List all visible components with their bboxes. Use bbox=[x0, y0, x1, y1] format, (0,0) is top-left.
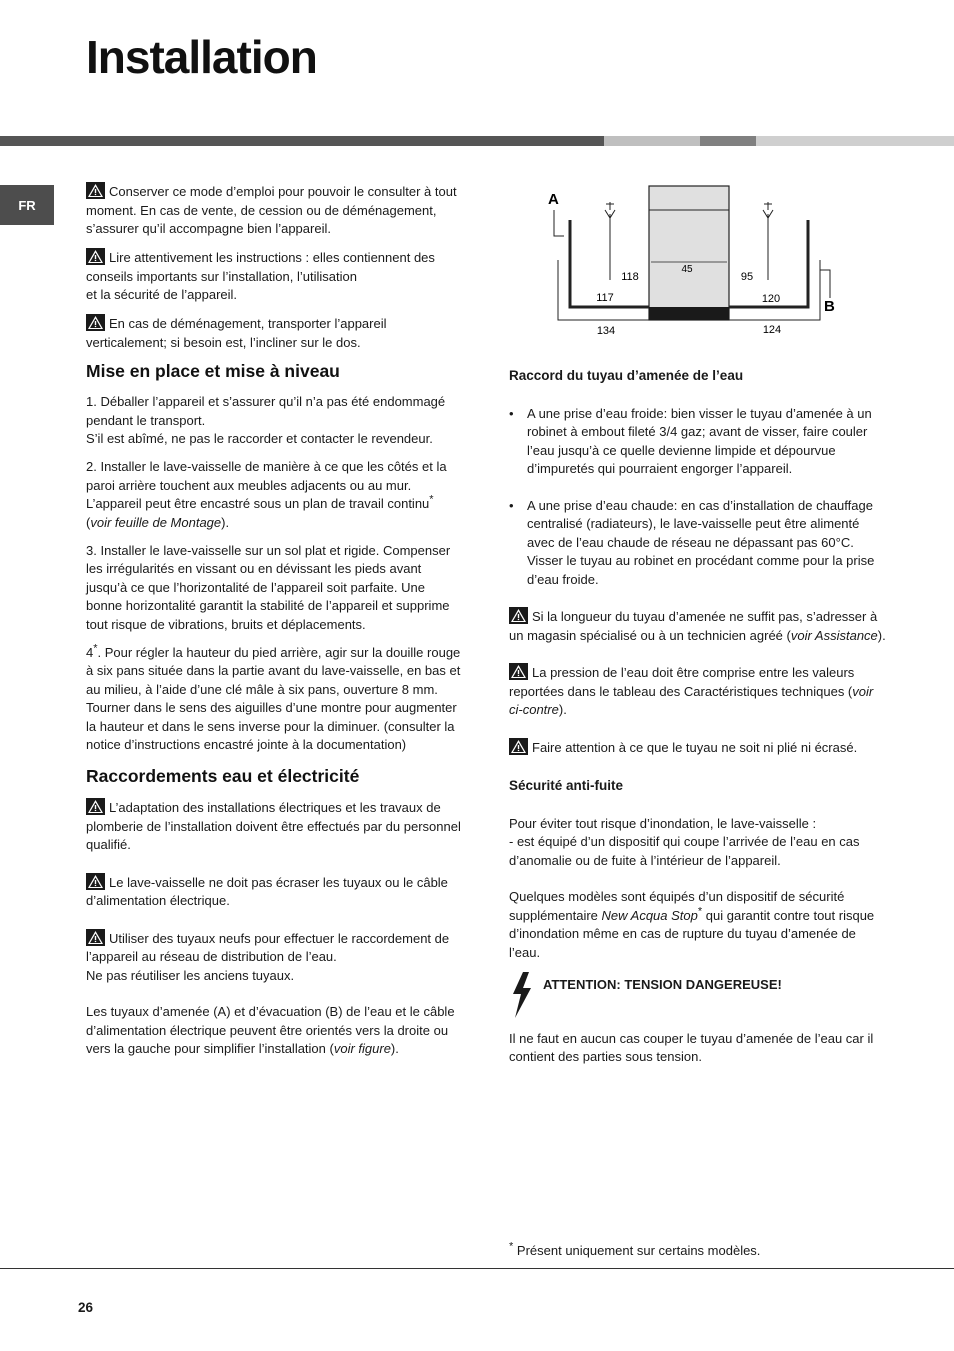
warning-icon bbox=[86, 314, 105, 331]
section-title-inlet-hose: Raccord du tuyau d’amenée de l’eau bbox=[509, 368, 744, 383]
warning-icon bbox=[86, 182, 105, 199]
section-title-connections: Raccordements eau et électricité bbox=[86, 765, 360, 786]
dim-label: 117 bbox=[596, 292, 614, 304]
header-bar-light-end bbox=[756, 136, 954, 146]
header-bar-dark bbox=[0, 136, 604, 146]
dim-label: 120 bbox=[761, 293, 781, 305]
warning-icon bbox=[509, 738, 528, 755]
dim-label: 134 bbox=[596, 325, 616, 337]
header-bar-light bbox=[604, 136, 700, 146]
dim-label: 118 bbox=[621, 271, 639, 283]
dim-label: 95 bbox=[740, 271, 754, 283]
warning-hose-kink: Faire attention à ce que le tuyau ne soit ni plié ni écrasé. bbox=[509, 738, 889, 758]
diagram-label-a: A bbox=[548, 191, 559, 208]
diagram-label-b: B bbox=[824, 298, 835, 315]
warning-hose-length: Si la longueur du tuyau d’amenée ne suffit pas, s’adresser à un magasin spécialisé ou à un technicien agréé (voir Assistance). bbox=[509, 609, 886, 643]
paragraph-acqua-stop: Quelques modèles sont équipés d’un dispositif de sécurité supplémentaire New Acqua Stop* qui garantit contre tout risque d’inondation même en cas de rupture du tuyau d’amenée de l’eau. bbox=[509, 889, 875, 960]
warning-icon bbox=[86, 929, 105, 946]
list-item: • A une prise d’eau chaude: en cas d’installation de chauffage centralisé (radiateurs), le lave-vaisselle peut être alimenté avec de l’eau chaude de réseau ne dépassant pas 60°C. Visser le tuyau au robinet en procédant comme pour la prise d’eau froide. bbox=[509, 497, 875, 587]
warning-icon bbox=[509, 663, 528, 680]
danger-voltage-title: ATTENTION: TENSION DANGEREUSE! bbox=[543, 976, 782, 992]
section-title-leak-safety: Sécurité anti-fuite bbox=[509, 778, 624, 793]
danger-voltage-notice bbox=[509, 972, 889, 1018]
right-column bbox=[509, 367, 889, 1076]
warning-no-reuse: Ne pas réutiliser les anciens tuyaux. bbox=[86, 967, 295, 983]
step-4: 4*. Pour régler la hauteur du pied arrière, agir sur la douille rouge à six pans située dans la partie avant du lave-vaisselle, en bas et au milieu, à l’aide d’une clé mâle à six pans, ouverture 8 mm. Tourner dans le sens des aiguilles d’une montre pour augmenter la hauteur et dans le sens inverse pour la diminuer. (consulter la notice d’instructions encastré jointe à la documentation) bbox=[86, 642, 461, 752]
header-bar-mid bbox=[700, 136, 756, 146]
footnote: * Présent uniquement sur certains modèles. bbox=[509, 1240, 761, 1258]
footer-divider bbox=[0, 1268, 954, 1269]
warning-moving: En cas de déménagement, transporter l’appareil verticalement; si besoin est, l’incliner sur le dos. bbox=[86, 316, 387, 350]
page-number: 26 bbox=[78, 1300, 94, 1315]
step-2: 2. Installer le lave-vaisselle de manière à ce que les côtés et la paroi arrière touchent aux meubles adjacents ou au mur. L’appareil peut être encastré sous un plan de travail continu* (voir feuille de Montage). bbox=[86, 459, 447, 530]
step-1a: 1. Déballer l’appareil et s’assurer qu’il n’a pas été endommagé pendant le transport. bbox=[86, 394, 446, 428]
left-column bbox=[86, 182, 464, 1068]
warning-icon bbox=[86, 798, 105, 815]
appliance-outline bbox=[649, 186, 729, 320]
section-title-placement: Mise en place et mise à niveau bbox=[86, 360, 340, 381]
assistance-reference: voir Assistance bbox=[790, 627, 878, 643]
warning-new-hoses: Utiliser des tuyaux neufs pour effectuer le raccordement de l’appareil au réseau de distribution de l’eau. bbox=[86, 930, 450, 964]
language-tab: FR bbox=[0, 185, 54, 225]
installation-diagram bbox=[540, 180, 840, 345]
warning-water-pressure: La pression de l’eau doit être comprise entre les valeurs reportées dans le tableau des Caractéristiques techniques (voir ci-contre). bbox=[509, 665, 874, 717]
paragraph-hose-orientation: Les tuyaux d’amenée (A) et d’évacuation (B) de l’eau et le câble d’alimentation électrique peuvent être orientés vers la droite ou vers la gauche pour simplifier l’installation (voir figure). bbox=[86, 1004, 455, 1056]
warning-no-crush: Le lave-vaisselle ne doit pas écraser les tuyaux ou le câble d’alimentation électrique. bbox=[86, 874, 448, 908]
product-name: New Acqua Stop bbox=[601, 907, 698, 923]
lightning-icon bbox=[509, 972, 535, 1018]
step-1b: S’il est abîmé, ne pas le raccorder et contacter le revendeur. bbox=[86, 431, 433, 446]
figure-reference: voir figure bbox=[333, 1041, 391, 1056]
warning-icon bbox=[86, 248, 105, 265]
dim-label: 124 bbox=[762, 324, 782, 336]
paragraph-flood-risk: Pour éviter tout risque d’inondation, le lave-vaisselle : bbox=[509, 815, 817, 831]
warning-qualified-staff: L’adaptation des installations électriques et les travaux de plomberie de l’installation doivent être effectués par du personnel qualifié. bbox=[86, 800, 461, 852]
inlet-hose-a bbox=[554, 202, 615, 280]
dim-label: 45 bbox=[681, 264, 693, 275]
paragraph-danger-voltage: Il ne faut en aucun cas couper le tuyau d’amenée de l’eau car il contient des parties sous tension. bbox=[509, 1030, 874, 1064]
inlet-bullets bbox=[509, 405, 889, 590]
page-title: Installation bbox=[86, 31, 317, 83]
warning-icon bbox=[86, 873, 105, 890]
list-item: • A une prise d’eau froide: bien visser le tuyau d’amenée à un robinet à embout fileté 3/4 gaz; avant de visser, faire couler l’eau jusqu’à ce quelle devienne limpide et dépourvue d’impuretés qui pourraient engorger l’appareil. bbox=[509, 405, 872, 476]
montage-reference: voir feuille de Montage bbox=[90, 514, 222, 530]
warning-icon bbox=[509, 607, 528, 624]
step-3: 3. Installer le lave-vaisselle sur un sol plat et rigide. Compenser les irrégularités en vissant ou en dévissant les pieds avant jusqu’à ce que l’horizontalité de l’appareil soit parfaite. Une bonne horizontalité garantit la stabilité de l’appareil et supprime tout risque de vibrations, bruits et déplacements. bbox=[86, 542, 451, 632]
paragraph-flood-device: - est équipé d’un dispositif qui coupe l’arrivée de l’eau en cas d’anomalie ou de fuite à l’intérieur de l’appareil. bbox=[509, 834, 860, 868]
warning-keep-manual: Conserver ce mode d’emploi pour pouvoir le consulter à tout moment. En cas de vente, de cession ou de déménagement, s’assurer qu’il accompagne bien l’appareil. bbox=[86, 184, 457, 236]
warning-read-instructions: Lire attentivement les instructions : elles contiennent des conseils importants sur l’installation, l’utilisation bbox=[86, 250, 435, 284]
specs-reference: voir ci-contre bbox=[509, 683, 874, 717]
warning-read-instructions-cont: et la sécurité de l’appareil. bbox=[86, 287, 238, 302]
